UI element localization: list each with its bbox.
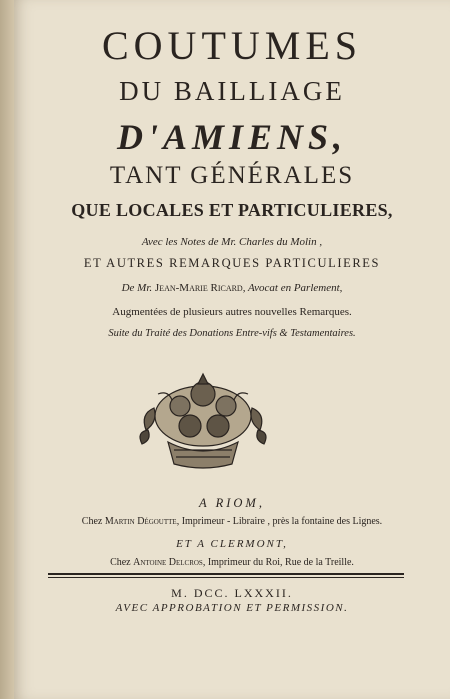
notes-ricard (14, 282, 450, 294)
imprint-delcros (14, 557, 450, 568)
flower-basket-icon (128, 364, 278, 474)
ricard-name: Jean-Marie Ricard (154, 282, 243, 294)
delcros-suffix: , Imprimeur du Roi, Rue de la Treille. (202, 557, 354, 568)
title-locales: QUE LOCALES ET PARTICULIERES, (71, 200, 393, 220)
title-amiens: D'AMIENS, (116, 117, 348, 157)
delcros-name: Antoine Delcros (133, 557, 203, 568)
degoutte-suffix: , Imprimeur - Libraire , près la fontaine des Lignes. (176, 516, 383, 527)
imprint-year: M. DCC. LXXXII. (171, 586, 293, 600)
degoutte-name: Martin Dégoutte (104, 516, 177, 527)
imprint-degoutte (14, 516, 450, 527)
ricard-suffix: , Avocat en Parlement, (242, 282, 343, 294)
imprint-riom: A RIOM, (199, 496, 265, 510)
delcros-prefix: Chez (110, 557, 134, 568)
ricard-prefix: De Mr. (121, 282, 155, 294)
degoutte-prefix: Chez (81, 516, 105, 527)
notes-suite: Suite du Traité des Donations Entre-vifs & Testamentaires. (108, 328, 356, 339)
notes-molin: Avec les Notes de Mr. Charles du Molin , (141, 236, 323, 248)
title-tant-generales: TANT GÉNÉRALES (109, 162, 355, 189)
double-rule-bottom (48, 577, 404, 578)
title-coutumes: COUTUMES (101, 23, 363, 68)
notes-remarques: ET AUTRES REMARQUES PARTICULIERES (83, 256, 381, 270)
notes-augmentees: Augmentées de plusieurs autres nouvelles Remarques. (112, 306, 352, 318)
title-du-bailliage: DU BAILLIAGE (119, 76, 345, 106)
imprint-approval: AVEC APPROBATION ET PERMISSION. (115, 602, 349, 614)
imprint-clermont: ET A CLERMONT, (176, 538, 288, 550)
double-rule-top (48, 573, 404, 575)
page-gutter (0, 0, 14, 699)
